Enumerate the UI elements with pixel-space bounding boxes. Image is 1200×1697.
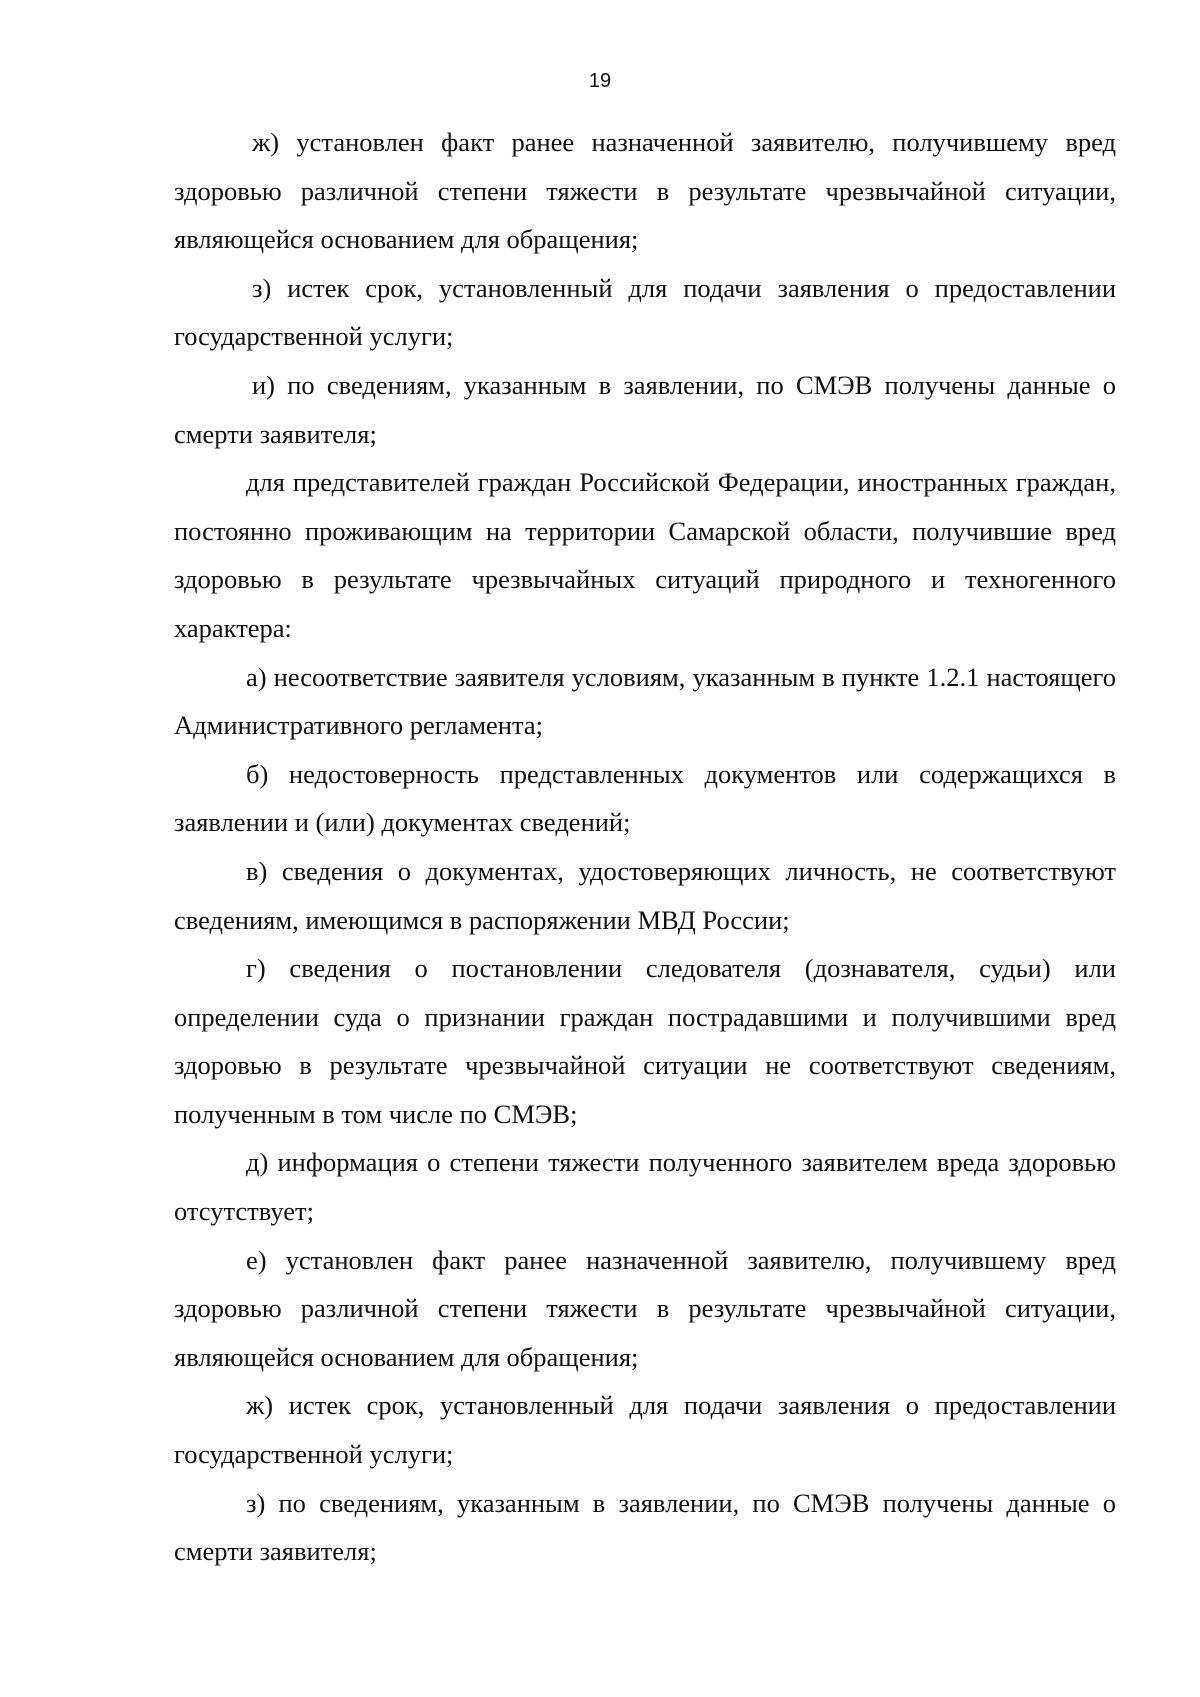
paragraph-a: а) несоответствие заявителя условиям, указанным в пункте 1.2.1 настоящего Административного регламента;	[174, 661, 1116, 741]
paragraph-v: в) сведения о документах, удостоверяющих личность, не соответствуют сведениям, имеющимся в распоряжении МВД России;	[174, 855, 1116, 935]
paragraph-e: е) установлен факт ранее назначенной заявителю, получившему вред здоровью различной степени тяжести в результате чрезвычайной ситуации, являющейся основанием для обращения;	[174, 1244, 1116, 1372]
paragraph-b: б) недостоверность представленных документов или содержащихся в заявлении и (или) документах сведений;	[174, 758, 1116, 838]
paragraph-d: д) информация о степени тяжести полученного заявителем вреда здоровью отсутствует;	[174, 1147, 1116, 1227]
paragraph-i: и) по сведениям, указанным в заявлении, по СМЭВ получены данные о смерти заявителя;	[174, 369, 1116, 449]
document-body	[174, 118, 1116, 1576]
paragraph-zh-second: ж) истек срок, установленный для подачи заявления о предоставлении государственной услуги;	[174, 1390, 1116, 1470]
paragraph-representatives-heading: для представителей граждан Российской Федерации, иностранных граждан, постоянно проживающим на территории Самарской области, получившие вред здоровью в результате чрезвычайных ситуаций природного и техногенного характера:	[174, 467, 1116, 643]
paragraph-z-first: з) истек срок, установленный для подачи заявления о предоставлении государственной услуги;	[174, 272, 1116, 352]
paragraph-z-second: з) по сведениям, указанным в заявлении, по СМЭВ получены данные о смерти заявителя;	[174, 1487, 1116, 1567]
paragraph-g: г) сведения о постановлении следователя (дознавателя, судьи) или определении суда о признании граждан пострадавшими и получившими вред здоровью в результате чрезвычайной ситуации не соответствуют сведениям, полученным в том числе по СМЭВ;	[174, 953, 1116, 1129]
page-number: 19	[588, 70, 612, 92]
paragraph-zh-first: ж) установлен факт ранее назначенной заявителю, получившему вред здоровью различной степени тяжести в результате чрезвычайной ситуации, являющейся основанием для обращения;	[174, 127, 1116, 255]
